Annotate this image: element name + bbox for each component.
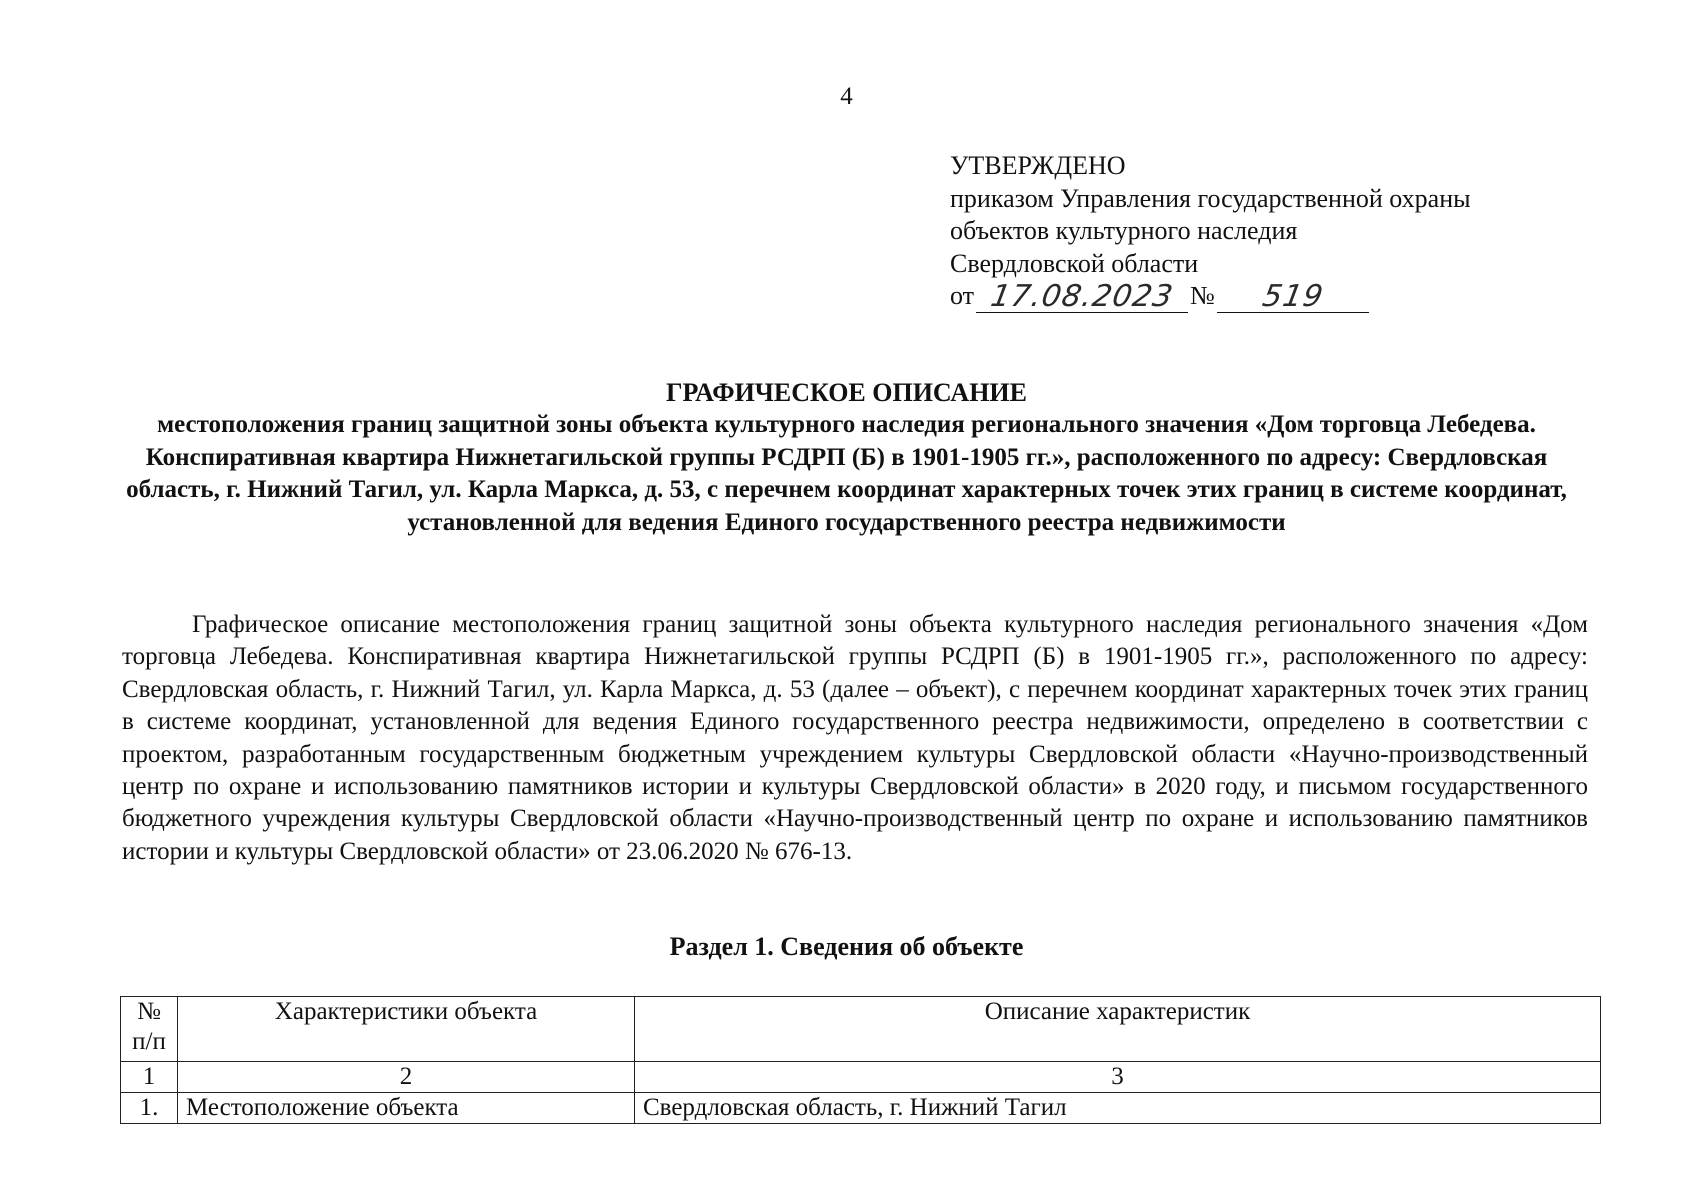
body-paragraph: Графическое описание местоположения границ защитной зоны объекта культурного наследия регионального значения «Дом торговца Лебедева. Конспиративная квартира Нижнетагильской группы РСДРП (Б) в 1901-1905 гг.», расположенного по адресу: Свердловская область, г. Нижний Тагил, ул. Карла Маркса, д. 53 (далее – объект), с перечнем координат характерных точек этих границ в системе координат, установленной для ведения Единого государственного реестра недвижимости, определено в соответствии с проектом, разработанным государственным бюджетным учреждением культуры Свердловской области «Научно-производственный центр по охране и использованию памятников истории и культуры Свердловской области» в 2020 году, и письмом государственного бюджетного учреждения культуры Свердловской области «Научно-производственный центр по охране и использованию памятников истории и культуры Свердловской области» от 23.06.2020 № 676-13. xyxy=(122,611,1588,865)
header-cell-description: Описание характеристик xyxy=(635,997,1601,1062)
page-number: 4 xyxy=(840,83,853,110)
header-cell-number: № п/п xyxy=(121,997,178,1062)
section-title: Раздел 1. Сведения об объекте xyxy=(669,932,1024,961)
approval-stamp-block xyxy=(950,150,1471,313)
document-subtitle: местоположения границ защитной зоны объекта культурного наследия регионального значения «Дом торговца Лебедева. Конспиративная квартира Нижнетагильской группы РСДРП (Б) в 1901-1905 гг.», расположенного по адресу: Свердловская область, г. Нижний Тагил, ул. Карла Маркса, д. 53, с перечнем координат характерных точек этих границ в системе координат, установленной для ведения Единого государственного реестра недвижимости xyxy=(126,411,1567,536)
table-row xyxy=(121,1093,1601,1124)
header-cell-characteristics: Характеристики объекта xyxy=(178,997,635,1062)
row-description-cell: Свердловская область, г. Нижний Тагил xyxy=(635,1093,1601,1124)
date-blank xyxy=(976,278,1188,314)
approval-heading: УТВЕРЖДЕНО xyxy=(950,151,1126,180)
table-column-numbers-row xyxy=(121,1062,1601,1093)
row-characteristic-cell: Местоположение объекта xyxy=(178,1093,635,1124)
column-number-cell: 3 xyxy=(635,1062,1601,1093)
number-blank xyxy=(1217,278,1369,314)
approval-line: объектов культурного наследия xyxy=(950,216,1298,245)
object-info-table xyxy=(120,996,1601,1124)
number-prefix: № xyxy=(1190,281,1215,310)
date-prefix: от xyxy=(950,281,975,310)
approval-line: Свердловской области xyxy=(950,248,1199,278)
approval-date-line xyxy=(950,280,1471,313)
column-number-cell: 1 xyxy=(121,1062,178,1093)
document-title: ГРАФИЧЕСКОЕ ОПИСАНИЕ xyxy=(666,378,1027,407)
handwritten-number: 519 xyxy=(1259,278,1327,314)
approval-line: приказом Управления государственной охраны xyxy=(950,183,1471,213)
row-number-cell: 1. xyxy=(121,1093,178,1124)
table-header-row xyxy=(121,997,1601,1062)
column-number-cell: 2 xyxy=(178,1062,635,1093)
handwritten-date: 17.08.2023 xyxy=(988,278,1177,314)
